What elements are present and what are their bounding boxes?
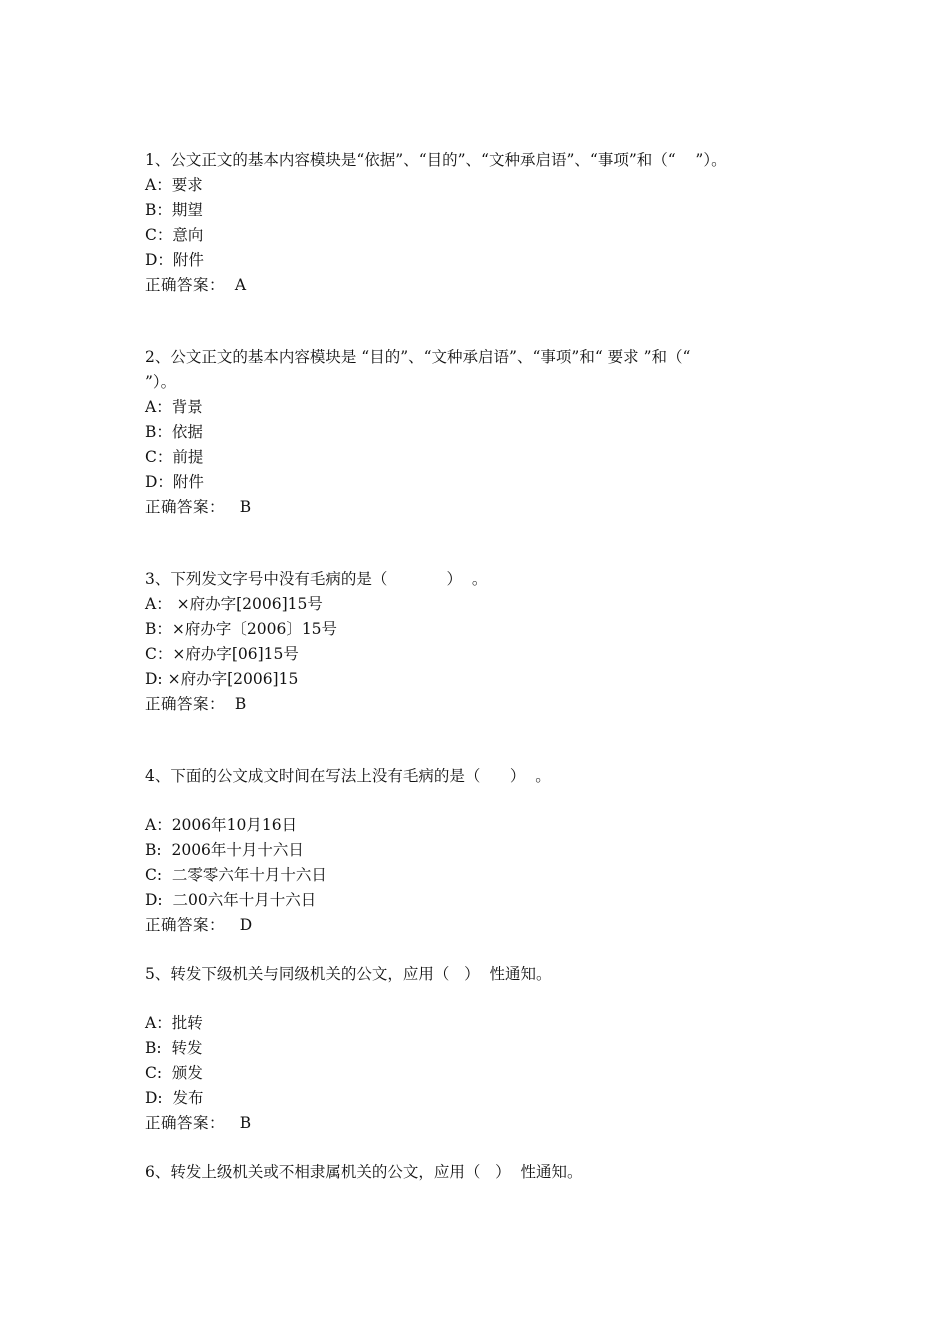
- answer-label: 正确答案：: [145, 276, 226, 294]
- question-3-stem: 3、下列发文字号中没有毛病的是（ ） 。: [145, 570, 488, 588]
- question-5-answer: [145, 1111, 835, 1136]
- answer-value: B: [239, 498, 252, 516]
- question-5: [145, 962, 835, 1136]
- question-5-option-c: C: 颁发: [145, 1064, 203, 1082]
- question-2-option-b: B：依据: [145, 423, 203, 441]
- spacer: [145, 938, 835, 962]
- spacer: [145, 789, 835, 813]
- spacer: [145, 987, 835, 1011]
- question-4-stem: 4、下面的公文成文时间在写法上没有毛病的是（ ） 。: [145, 767, 551, 785]
- question-list: [145, 148, 835, 1185]
- question-2-stem: 2、公文正文的基本内容模块是 “目的”、“文种承启语”、“事项”和“ 要求 ”和（“: [145, 348, 691, 366]
- question-6: [145, 1160, 835, 1185]
- answer-value: A: [234, 276, 247, 294]
- question-1-option-a: A：要求: [145, 176, 203, 194]
- question-2-stem-continued: ”）。: [145, 373, 177, 391]
- question-1-answer: [145, 273, 835, 298]
- question-4-option-a: A：2006年10月16日: [145, 816, 298, 834]
- question-2: [145, 345, 835, 520]
- question-1-option-d: D：附件: [145, 251, 204, 269]
- spacer: [145, 717, 835, 764]
- question-4-option-c: C: 二零零六年十月十六日: [145, 866, 327, 884]
- answer-label: 正确答案：: [145, 916, 226, 934]
- spacer: [145, 520, 835, 567]
- question-2-option-c: C：前提: [145, 448, 204, 466]
- answer-value: B: [239, 1114, 252, 1132]
- question-5-option-a: A：批转: [145, 1014, 203, 1032]
- question-5-option-b: B: 转发: [145, 1039, 203, 1057]
- question-1: [145, 148, 835, 298]
- question-1-option-c: C：意向: [145, 226, 204, 244]
- spacer: [145, 298, 835, 345]
- answer-label: 正确答案：: [145, 695, 226, 713]
- answer-value: B: [234, 695, 247, 713]
- question-2-option-a: A：背景: [145, 398, 203, 416]
- spacer: [145, 1136, 835, 1160]
- question-2-answer: [145, 495, 835, 520]
- question-5-stem: 5、转发下级机关与同级机关的公文，应用（ ） 性通知。: [145, 965, 552, 983]
- answer-label: 正确答案：: [145, 1114, 226, 1132]
- question-4: [145, 764, 835, 938]
- question-3-option-a: A： ×府办字[2006]15号: [145, 595, 323, 613]
- answer-label: 正确答案：: [145, 498, 226, 516]
- question-1-stem: 1、公文正文的基本内容模块是“依据”、“目的”、“文种承启语”、“事项”和（“ ”）。: [145, 151, 727, 169]
- question-3-option-d: D: ×府办字[2006]15: [145, 670, 299, 688]
- question-3-answer: [145, 692, 835, 717]
- question-5-option-d: D: 发布: [145, 1089, 204, 1107]
- question-1-option-b: B：期望: [145, 201, 203, 219]
- answer-value: D: [239, 916, 253, 934]
- question-4-answer: [145, 913, 835, 938]
- question-4-option-d: D: 二00六年十月十六日: [145, 891, 317, 909]
- question-3-option-c: C：×府办字[06]15号: [145, 645, 299, 663]
- question-4-option-b: B: 2006年十月十六日: [145, 841, 304, 859]
- question-6-stem: 6、转发上级机关或不相隶属机关的公文，应用（ ） 性通知。: [145, 1163, 583, 1181]
- question-2-option-d: D：附件: [145, 473, 204, 491]
- question-3-option-b: B：×府办字〔2006〕15号: [145, 620, 338, 638]
- question-3: [145, 567, 835, 717]
